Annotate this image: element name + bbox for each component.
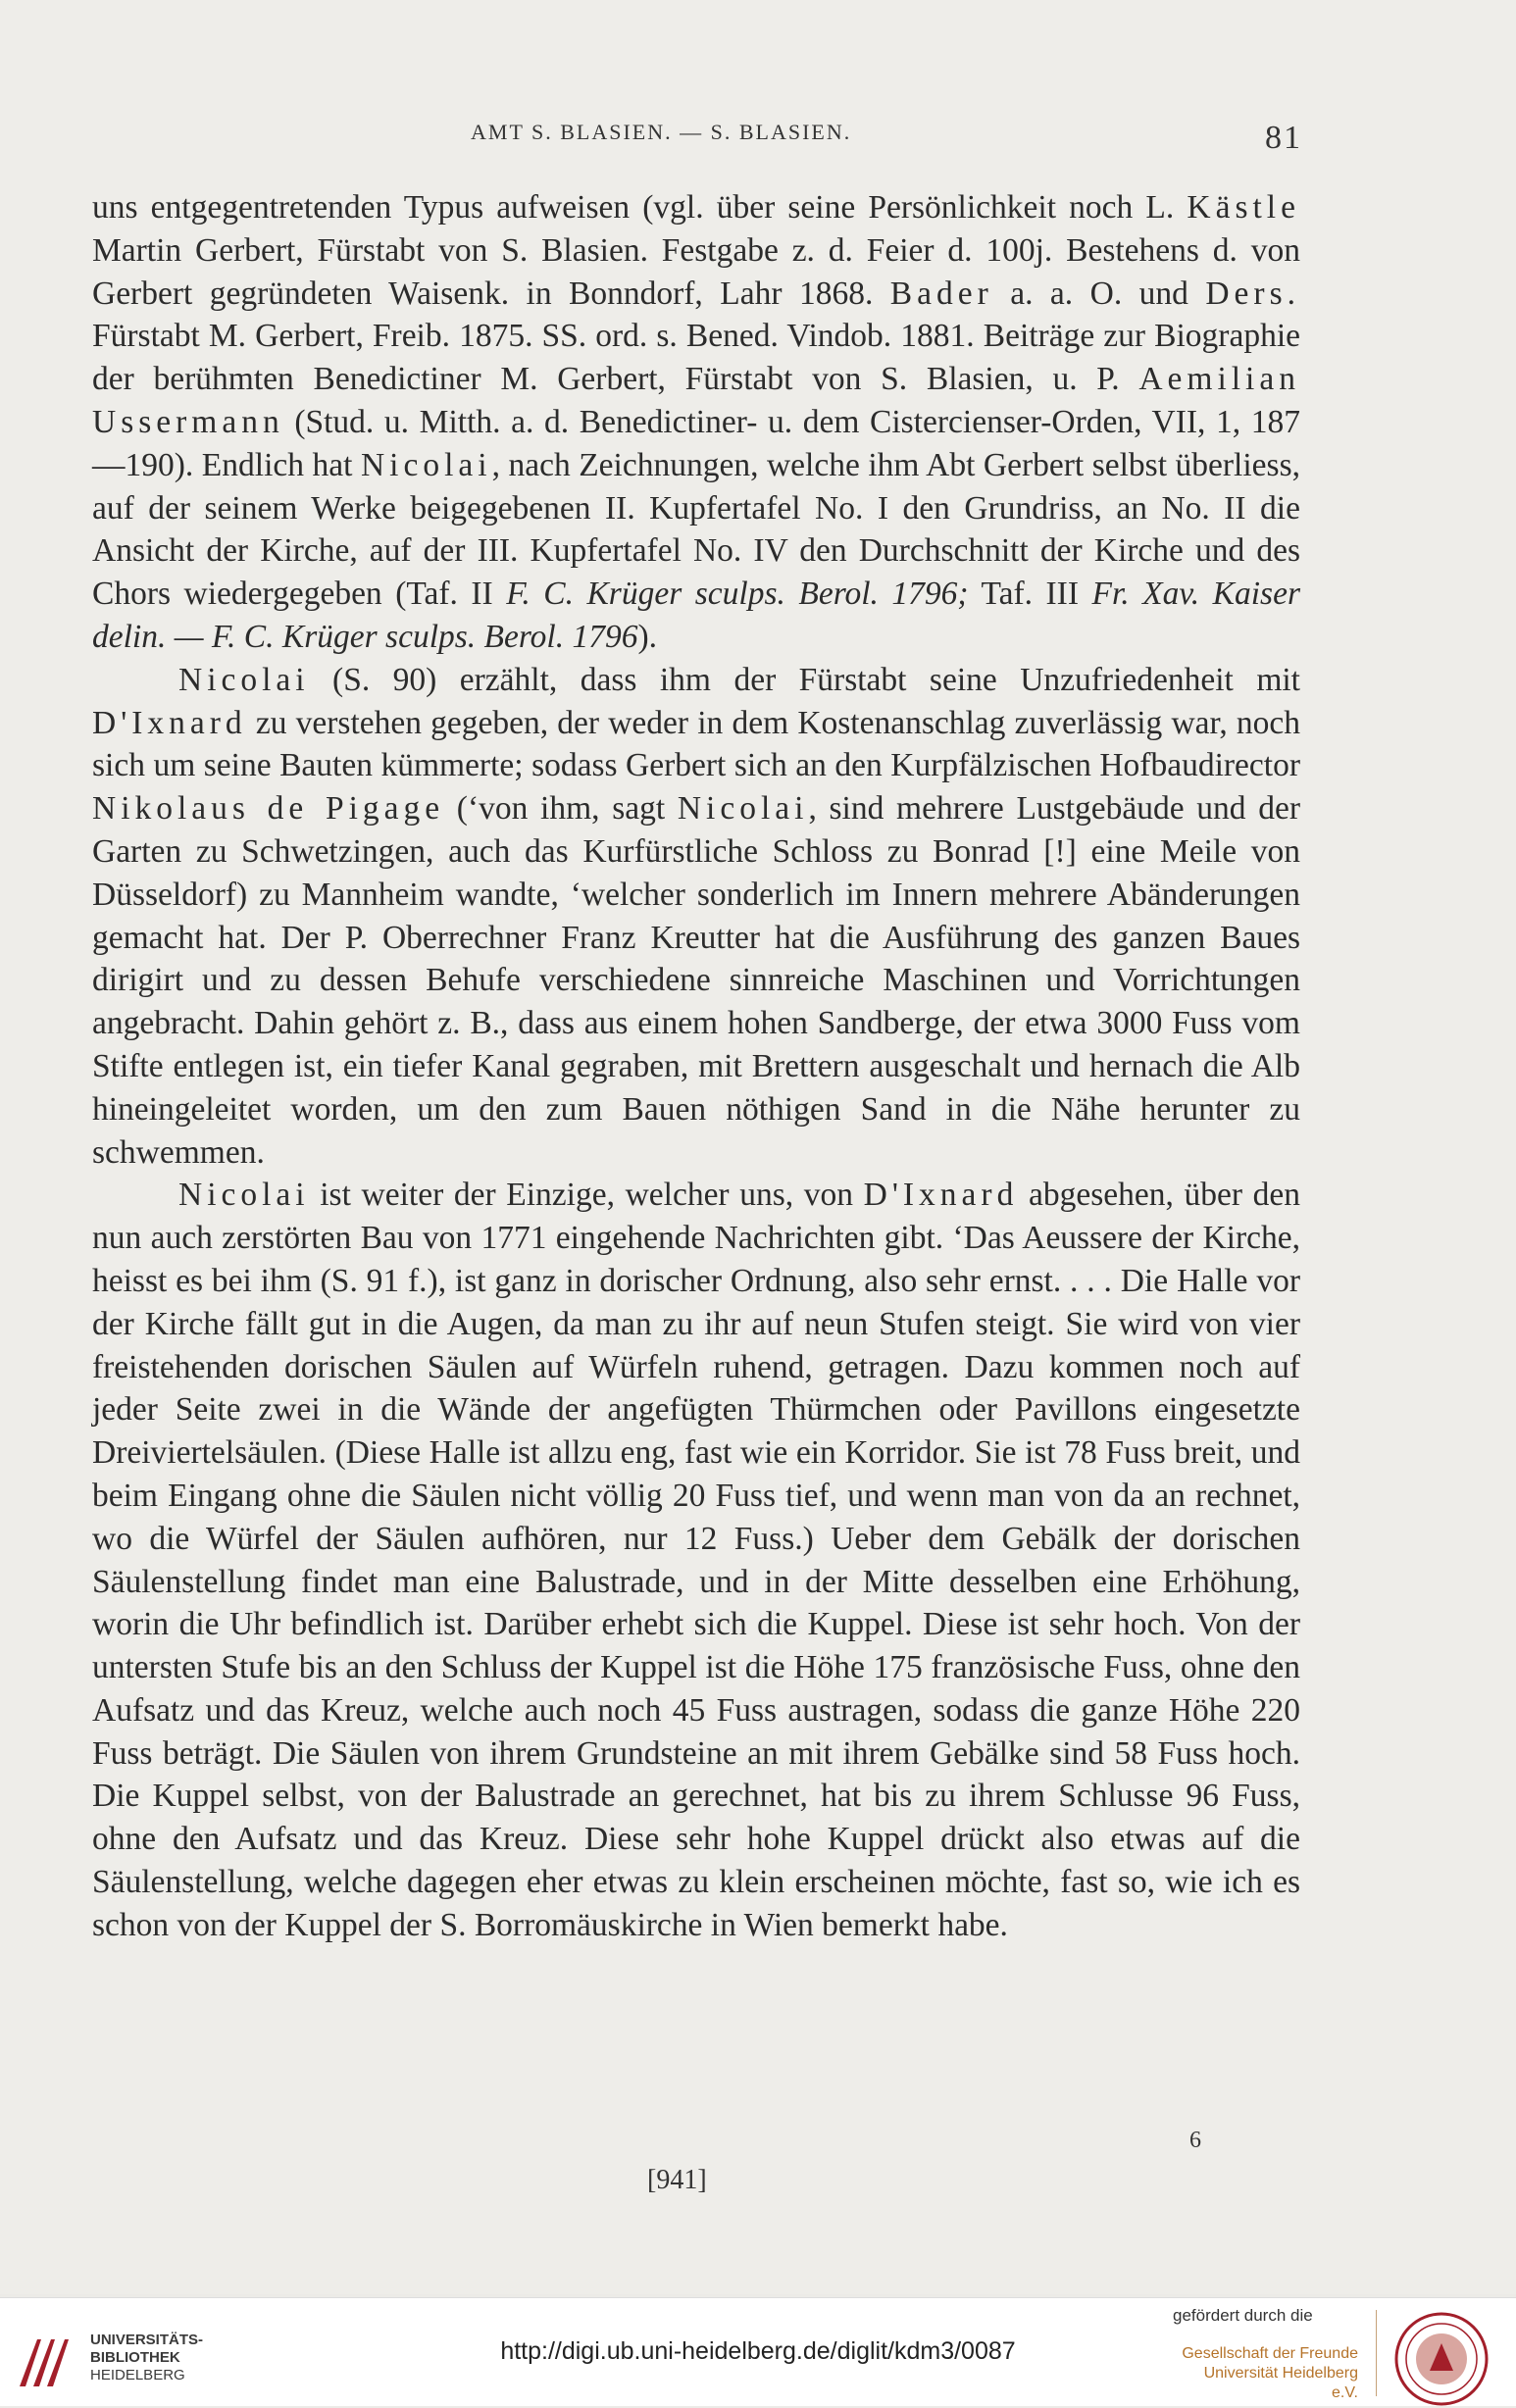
sponsor-divider bbox=[1376, 2310, 1377, 2396]
spaced-name: Nicolai bbox=[677, 790, 809, 828]
digitization-footer bbox=[0, 2297, 1516, 2406]
permalink-url[interactable]: http://digi.ub.uni-heidelberg.de/diglit/kdm3/0087 bbox=[500, 2337, 1016, 2365]
italic-citation: F. C. Krüger sculps. Berol. 1796; bbox=[506, 576, 969, 613]
italic-citation: Fr. Xav. Kaiser delin. — F. C. Krüger sculps. Berol. 1796 bbox=[92, 576, 1300, 655]
library-logo-icon bbox=[16, 2332, 75, 2390]
paragraph-3: Nicolai ist weiter der Einzige, welcher uns, von D'Ixnard abgesehen, über den nun auch zerstörten Bau von 1771 eingehende Nachrichten gibt. ‘Das Aeussere der Kirche, heisst es bei ihm (S. 91 f.), ist ganz in dorischer Ordnung, also sehr ernst. . . . Die Halle vor der Kirche fällt gut in die Augen, da man zu ihr auf neun Stufen steigt. Sie wird von vier freistehenden dorischen Säulen auf Würfeln ruhend, getragen. Dazu kommen noch auf jeder Seite zwei in die Wände der angefügten Thürmchen oder Pavillons eingesetzte Dreiviertelsäulen. (Diese Halle ist allzu eng, fast wie ein Korridor. Sie ist 78 Fuss breit, und beim Eingang ohne die Säulen nicht völlig 20 Fuss tief, und wenn man von da an rechnet, wo die Würfel der Säulen aufhören, nur 12 Fuss.) Ueber dem Gebälk der dorischen Säulenstellung findet man eine Balustrade, und in der Mitte desselben eine Erhöhung, worin die Uhr befindlich ist. Darüber erhebt sich die Kuppel. Diese ist sehr hoch. Von der untersten Stufe bis an den Schluss der Kuppel ist die Höhe 175 französische Fuss, ohne den Aufsatz und das Kreuz, welche auch noch 45 Fuss austragen, sodass die ganze Höhe 220 Fuss beträgt. Die Säulen von ihrem Grundsteine an mit ihrem Gebälke sind 58 Fuss hoch. Die Kuppel selbst, von der Balustrade an gerechnet, hat bis zu ihrem Schlusse 96 Fuss, ohne den Aufsatz und das Kreuz. Diese sehr hohe Kuppel drückt also etwas auf die Säulenstellung, welche dagegen eher etwas zu klein erscheinen möchte, fast so, wie ich es schon von der Kuppel der S. Borromäuskirche in Wien bemerkt habe. bbox=[92, 1177, 1301, 1943]
spaced-name: Nicolai bbox=[178, 661, 310, 698]
body-text bbox=[92, 186, 1300, 1947]
spaced-name: Nicolai bbox=[178, 1177, 310, 1214]
paragraph-1: uns entgegentretenden Typus aufweisen (vgl. über seine Persönlichkeit noch L. Kästle Martin Gerbert, Fürstabt von S. Blasien. Festgabe z. d. Feier d. 100j. Bestehens d. von Gerbert gegründeten Waisenk. in Bonndorf, Lahr 1868. Bader a. a. O. und Ders. Fürstabt M. Gerbert, Freib. 1875. SS. ord. s. Bened. Vindob. 1881. Beiträge zur Biographie der berühmten Benedictiner M. Gerbert, Fürstabt von S. Blasien, u. P. Aemilian Ussermann (Stud. u. Mitth. a. d. Benedictiner- u. dem Cistercienser-Orden, VII, 1, 187—190). Endlich hat Nicolai, nach Zeichnungen, welche ihm Abt Gerbert selbst überliess, auf der seinem Werke beigegebenen II. Kupfertafel No. I den Grundriss, an No. II die Ansicht der Kirche, auf der III. Kupfertafel No. IV den Durchschnitt der Kirche und des Chors wiedergegeben (Taf. II F. C. Krüger sculps. Berol. 1796; Taf. III Fr. Xav. Kaiser delin. — F. C. Krüger sculps. Berol. 1796). bbox=[92, 189, 1300, 655]
page-number: 81 bbox=[1265, 120, 1302, 156]
spaced-name: Kästle bbox=[1187, 189, 1300, 226]
library-name: UNIVERSITÄTS- BIBLIOTHEK HEIDELBERG bbox=[90, 2332, 204, 2383]
signature-mark: 6 bbox=[1189, 2128, 1201, 2153]
spaced-name: D'Ixnard bbox=[863, 1177, 1019, 1214]
running-head: AMT S. BLASIEN. — S. BLASIEN. bbox=[471, 120, 852, 144]
sheet-number: [941] bbox=[647, 2165, 707, 2195]
university-seal-icon bbox=[1392, 2310, 1491, 2408]
spaced-name: Bader bbox=[889, 275, 993, 312]
sponsor-lead: gefördert durch die bbox=[1173, 2306, 1313, 2325]
spaced-name: D'Ixnard bbox=[92, 704, 247, 741]
sponsor-name: Gesellschaft der Freunde Universität Heidelberg e.V. bbox=[1182, 2345, 1358, 2401]
spaced-name: Nikolaus de Pigage bbox=[92, 790, 445, 828]
spaced-name: Ders. bbox=[1205, 275, 1300, 312]
spaced-name: Nicolai bbox=[360, 446, 492, 483]
paragraph-2: Nicolai (S. 90) erzählt, dass ihm der Fürstabt seine Unzufriedenheit mit D'Ixnard zu verstehen gegeben, der weder in dem Kostenanschlag zuverlässig war, noch sich um seine Bauten kümmerte; sodass Gerbert sich an den Kurpfälzischen Hofbaudirector Nikolaus de Pigage (‘von ihm, sagt Nicolai, sind mehrere Lustgebäude und der Garten zu Schwetzingen, auch das Kurfürstliche Schloss zu Bonrad [!] eine Meile von Düsseldorf) zu Mannheim wandte, ‘welcher sonderlich im Innern mehrere Abänderungen gemacht hat. Der P. Oberrechner Franz Kreutter hat die Ausführung des ganzen Baues dirigirt und zu dessen Behufe verschiedene sinnreiche Maschinen und Vorrichtungen angebracht. Dahin gehört z. B., dass aus einem hohen Sandberge, der etwa 3000 Fuss vom Stifte entlegen ist, ein tiefer Kanal gegraben, mit Brettern ausgeschalt und hernach die Alb hineingeleitet worden, um den zum Bauen nöthigen Sand in die Nähe herunter zu schwemmen. bbox=[92, 661, 1300, 1171]
spaced-name: Aemilian Ussermann bbox=[92, 361, 1300, 440]
